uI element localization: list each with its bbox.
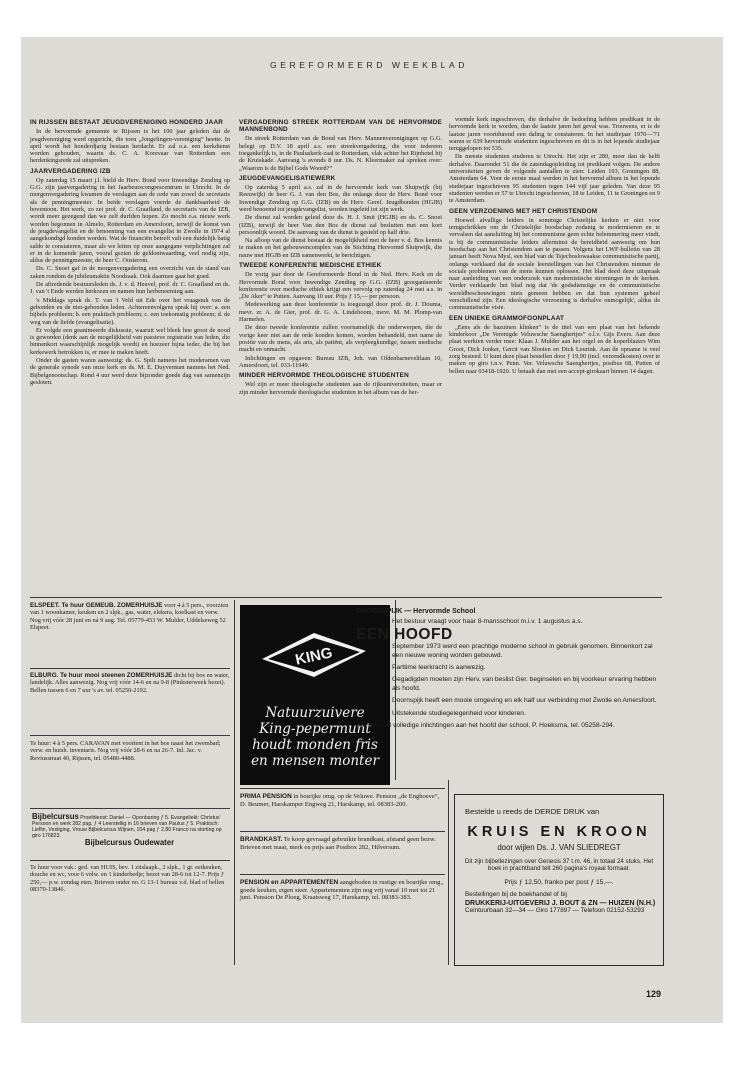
king-slogan-line: en mensen monter	[251, 753, 379, 769]
classified-heading: ELSPEET. Te huur GEMEUB. ZOMERHUISJE	[30, 602, 163, 609]
ad-divider	[30, 860, 230, 861]
classified-ad	[240, 879, 445, 902]
classified-text: dicht bij bos en water, landelijk. Alles aanwezig. Nog vrij vóór 14-6 en na 9-8 (Pinksterweek bezet). Bellen tussen 6 en 7 uur 's av. tel. 05250-2192.	[30, 672, 230, 694]
bijbelcursus-text: Proefdienst: Daniel — Openbaring ƒ 5. Evangeliekt: Christus' Persoon en werk 282 pag. ƒ 4 Leerstellig in 16 brieven van Paulus ƒ 5. Praktisch: Lieflin, Vestiging, Vrouw Bijbelcursus Wijnen, 104 pag ƒ 2,80 Franco na storting op giro 176823.	[32, 815, 222, 839]
classified-text: aangeboden in rustige en bosrijke omg., goede keuken, eigen steer. Appartementen zijn nog vrij vanaf 10 mei tot 21 juni. Pension De Ploeg, Kraatsweg 17, Harskamp, tel. 08383-383.	[240, 879, 444, 902]
kruis-author: door wijlen Ds. J. VAN SLIEDREGT	[497, 843, 621, 852]
bijbelcursus-ad	[32, 812, 227, 846]
article	[30, 119, 230, 165]
article-text: De meeste studenten studeren te Utrecht. Het zijn er 280, meer dan de helft derhalve. Daaronder 51 die de zatendagopleiding tot predikant volgen. De andere universiteiten geven de volgende aantallen te zien: Leiden 103, Groningen 88, Amsterdam 64. Voor de eerste maal werden in het hervormd album in het lopende studiejaar ingeschreven 95 studenten tegen 144 vijf jaar geleden. Van deze 95 studenten werden er 57 te Utrecht ingeschreven, 18 te Leiden, 11 te Groningen en 9 te Amsterdam.	[449, 153, 660, 205]
doornspijk-title: EEN HOOFD	[356, 625, 453, 643]
article-column-1	[30, 116, 230, 387]
king-slogan-line: houdt monden fris	[252, 737, 378, 753]
kruis-en-kroon-ad	[454, 794, 664, 966]
page-number: 129	[646, 989, 662, 999]
classified-ad	[240, 836, 445, 851]
classified-text: Te huur voor vak.: ged. van HUIS, bev. 1 zitslaapk., 2 slpk., 1 gr. eetkeuken, douche en wc, voor 6 volw. en 1 kinderbedje; bezet van 28-6 tot 12-7. Prijs ƒ 250,— p.w. zondag eten. Brieven onder no. G 13-1 bureau v.d. blad of bellen 08370-13846.	[30, 864, 225, 893]
kruis-order: Bestellingen bij de boekhandel of bij	[465, 890, 567, 898]
bijbelcursus-title: Bijbelcursus	[32, 812, 79, 821]
article-text: In de hervormde gemeente te Rijssen is het 100 jaar geleden dat de jeugdvereniging werd opgericht, die toen „Jongelingen-vereniging” heette. In april wordt het honderdjarig bestaan herdacht. Er zal o.a. een kerkdienst worden gehouden, waarin ds. C. A. Korevaar van Rotterdam een herdenkingsrede zal uitspreken.	[30, 128, 230, 165]
doornspijk-text: Doornspijk heeft een mooie omgeving en elk half uur verbinding met Zwolle en Amersfoort.	[392, 697, 657, 705]
classified-heading: PRIMA PENSION	[240, 793, 292, 800]
classified-text: voor 4 à 5 pers., voorzien van 1 woonkamer, keuken en 2 slpk., gas, water, elekera, koelkast en verw. Nog vrij vóór 28 juni en ná 9 aug. Tel. 05779-453 W. Mulder, Uddelseweg 52 Elspeet.	[30, 602, 229, 631]
article-heading: IN RIJSSEN BESTAAT JEUGDVERENIGING HONDERD JAAR	[30, 119, 224, 126]
article	[449, 315, 660, 375]
article-heading: VERGADERING STREEK ROTTERDAM VAN DE HERVORMDE MANNENBOND	[239, 119, 442, 134]
doornspijk-text: Gegadigden moeten zijn Herv. van beslist Ger. beginselen en bij voorkeur ervaring hebben als hoofd.	[392, 676, 657, 692]
doornspijk-heading: DOORNSPIJK — Hervormde School	[356, 608, 476, 615]
doornspijk-school-ad	[356, 608, 661, 734]
article-text: „Eens als de bazuinen klinken” is de titel van een plaat van het bekende kinderkoor „De Verenigde Veluwsche Saenghertjes” o.l.v. Gijs Evers. Aan deze plaat werkten verder mee: Klaas J. Mulder aan het orgel en de koperblazers Wim Groot, Dick Jonker, Gerrit van Slooten en Dick Leurink. Aan de opname is veel zorg besteed. U kunt deze plaat bestellen door ƒ 19,90 (incl. verzendkosten) over te maken op giro t.n.v. Penn. Ver. Veluwsche Saenghertjes, postbus 68, Putten of bellen naar 03418-1920. U betaalt dan met een accept-girokaart binnen 14 dagen.	[449, 323, 660, 375]
ad-divider	[240, 831, 445, 832]
article-text: De streek Rotterdam van de Bond van Herv. Mannenverenigingen op G.G. belegt op D.V. 18 april a.s. een streekvergadering, die voor iedereen toegankelijk is, in de Pauluskerk-zaal te Rotterdam, vlak achter het Rijnhotel bij de Kruiskade. Aanvang 's avonds 8 uur. Ds. N. Kleermaker zal spreken over: „Waarom is de Bijbel Gods Woord?”	[239, 135, 442, 172]
article-text: Hoewel afvallige leiders in sommige Christelijke kerken er niet voor terugschrikken om de Christelijke boodschap zodanig te moderniseren en te vervalsen dat aansluiting bij het communisme geen echte belemmering meer vindt, is bij de communistische leiders allerminst de bereidheid aanwezig om hun boodschap aan het Christendom aan te passen. Volgens het LWF-bulletin van 28 januari heeft Nova Mysl, een blad van de Tsjechoslowaakse communistische partij, onlangs verklaard dat de sociale leerstellingen van het Christendom nimmer de sociale problemen van de mens kunnen oplossen. Het blad deed deze uitspraak naar aanleiding van een onderzoek van modernistische stromingen in de kerken. Verder verklaarde het blad nog dat 'de godsdienstige en de communistische wereldbeschouwingen niets gemeen hebben en dat hun systemen geheel verschillend zijn. Een ideologische verzoening is derhalve onmogelijk', aldus de communistische visie.	[449, 216, 660, 312]
article	[30, 168, 230, 265]
king-brand: KING	[293, 644, 335, 669]
kruis-publisher: DRUKKERIJ-UITGEVERIJ J. BOUT & ZN — HUIZEN (N.H.)	[465, 899, 656, 907]
classified-ad	[30, 672, 230, 694]
article-column-2	[239, 116, 442, 397]
king-slogan-line: Natuurzuivere	[265, 705, 365, 721]
ad-divider	[30, 808, 230, 809]
kruis-title: KRUIS EN KROON	[467, 824, 651, 840]
article-heading: MINDER HERVORMDE THEOLOGISCHE STUDENTEN	[239, 372, 409, 380]
article	[239, 175, 442, 213]
ad-divider	[240, 788, 445, 789]
column-divider	[448, 780, 449, 965]
article-text: De deze tweede konferentie zullen voornamelijk die onderwerpen, die de vorige keer niet aan de orde konden komen, worden behandeld, met name de positie van de mens, als arts, als patiënt, als verpleegkundige, tussen medische macht en onmacht.	[239, 324, 442, 354]
kruis-description: Dit zijn bijbellezingen over Genesis 37 t.m. 46, in totaal 24 stuks. Het boek in prachtband telt 260 pagina's royaal formaat.	[464, 858, 654, 873]
classified-ad	[30, 740, 230, 762]
kruis-contact: Ceintuurbaan 32—34 — Giro 177897 — Telefoon 02152-53293	[465, 906, 645, 914]
article-text: Op zaterdag 5 april a.s. zal in de hervormde kerk van Sluipwijk (bij Reeuwijk) de heer G. J. van den Bos, die onlangs door de Herv. Bond voor Inwendige Zending op G.G. (IZB) en de Herv. Geref. Jeugdbonden (HGJB) werd benoemd tot jeugdevangelist, worden ingeleid tot zijn werk.	[239, 184, 442, 213]
doornspijk-text: September 1973 werd een prachtige moderne school in gebruik genomen. Binnenkort zal een nieuwe woning worden gebouwd.	[392, 643, 653, 659]
classified-text: Te koop gevraagd gebruikte brandkast, afstand geen bezw. Brieven met maat, merk en prijs aan Postbox 282, Hilversum.	[240, 836, 436, 851]
king-slogan-line: King-pepermunt	[259, 721, 371, 737]
article-text: De vorig jaar door de Gereformeerde Bond in de Ned. Herv. Kerk en de Hervormde Bond voor Inwendige Zending op G.G. (IZB) georganiseerde konferentie over medische ethiek krijgt een vervolg op zaterdag 24 mei a.s. in „De Aker” te Putten. Aanvang 10 uur. Prijs ƒ 15,— per persoon.	[239, 271, 442, 301]
doornspijk-text: Parttime leerkracht is aanwezig.	[392, 664, 486, 672]
article-heading: JEUGDEVANGELISATIEWERK	[239, 174, 336, 182]
classified-ad	[240, 793, 445, 808]
article-text: De dienst zal worden geleid door ds. H. J. Smit (HGJB) en ds. C. Snoei (IZB), terwijl de heer Van den Bos de dienst zal besluiten met een kort persoonlijk woord. De aanvang van de dienst is gesteld op half drie.	[239, 214, 442, 236]
article-heading: EEN UNIEKE GRAMMOFOONPLAAT	[449, 314, 565, 322]
article-text: De aftredende bestuursleden ds. J. v. d. Heuvel, prof. dr. C. Graafland en ds. J. van 't Ende werden herkozen en namen hun herbenoeming aan.	[30, 281, 230, 296]
article-heading: GEEN VERZOENING MET HET CHRISTENDOM	[449, 207, 598, 215]
column-divider	[234, 600, 235, 965]
article-text: Inlichtingen en opgaven: Bureau IZB, Joh. van Oldenbarneveltlaan 10, Amersfoort, tel. 033-11949.	[239, 354, 442, 369]
classified-heading: ELBURG. Te huur mooi steenen ZOMERHUISJE	[30, 672, 173, 679]
article-text: vormde kerk ingeschreven, die derhalve de bedoeling hebben predikant in de hervormde kerk te worden, dan de laatste jaren het geval was. Trouwens, er is de laatste jaren voortdurend een daling te constateren. In het studiejaar 1970—'71 waren er 639 hervormde studenten ingeschreven en dit is in het lopende studiejaar teruggelopen tot 535.	[449, 116, 660, 153]
bijbelcursus-footer: Bijbelcursus Oudewater	[84, 838, 175, 847]
article-text: Onder de gasten waren aanwezig: ds. G. Spilt namens het moderamen van de generale synode van onze kerk en ds. M. E. Duyverman namens het Ned. Bijbelgenootschap. Rond 4 uur werd deze bijzonder goede dag van samenzijn gesloten.	[30, 357, 230, 386]
kruis-price: Prijs ƒ 12,50, franko per post ƒ 15,—.	[504, 878, 614, 886]
article-text: Wel zijn er meer theologische studenten aan de rijksuniversiteiten, maar er zijn minder hervormde theologische studenten in het album van de her-	[239, 381, 442, 396]
article-text: Ds. C. Snoei gaf in de morgenvergadering een overzicht van de stand van zaken rondom de jubileumaktie Noodzaak. Ook daarmee gaat het goed.	[30, 265, 230, 280]
ad-divider	[240, 874, 445, 875]
article	[239, 262, 442, 300]
doornspijk-intro: Het bestuur vraagt voor haar 8-mansschool m.i.v. 1 augustus a.s.	[392, 618, 583, 626]
classified-ad	[30, 864, 230, 893]
article-heading: JAARVERGADERING IZB	[30, 167, 111, 175]
doornspijk-text: Brieven met volledige inlichtingen aan het hoofd der school, P. Hoeksma, tel. 05258-294.	[356, 722, 615, 730]
section-divider	[30, 597, 662, 598]
article-text: Na afloop van de dienst bestaat de mogelijkheid met de heer v. d. Bos kennis te maken en het gebouwencomplex van de Stichting Hervormd Sluipwijk, die nauw met HGJB en IZB samenwerkt, te berichtigen.	[239, 237, 442, 259]
article	[239, 119, 442, 172]
article-text: Er volgde een geanimeerde diskussie, waaruit wel bleek hoe groot de nood is geworden (denk aan de mogelijkheid van passieve registratie van leden, die binnenkort waarschijnlijk mogelijk wordt) en hoezeer bijna ieder, die bij het kerkewerk betrokken is, er mee te maken heeft.	[30, 326, 230, 356]
article-text: 's Middags sprak ds. T. van 't Veld uit Ede over het vraagstuk van de gebonden en de niet-gebonden leden. Achtereenvolgens sprak hij over: a. een bijbels probleem; b. een praktisch probleem; c. een toekomstig probleem; d. de weg van de liefde (evangelisatie).	[30, 296, 230, 326]
article-heading: TWEEDE KONFERENTIE MEDISCHE ETHIEK	[239, 262, 382, 270]
article-text: Op zaterdag 15 maart j.l. hield de Herv. Bond voor Inwendige Zending op G.G. zijn jaarvergadering in het Jaarbeurscongrescentrum te Utrecht. In de morgenvergadering kwamen de verslagen aan de orde van zowel de secretaris als de penningmeester. In beide verslagen voerde de dankbaarheid de boventoon. Het werk, zo zei prof. dr. C. Graafland, de secretaris van de IZB, wordt meer gezegend dan we zelf durfden hopen. Zo mocht o.a. nieuw werk worden begonnen in Almelo, Rotterdam en Amersfoort, terwijl de komst van de jeugdevangelist en de benoeming van een evangelist in Zwolle in 1974 al aangekondigd konden worden. Wat de financiën betreft valt een duidelijk batig saldo te constateren, maar als we letten op onze aangegane verplichtingen zal er in de komende jaren, vooral gezien de geldontwaarding, veel nodig zijn, aldus de penningmeester, de heer C. Oosterom.	[30, 176, 230, 265]
kruis-intro: Bestelde u reeds de DERDE DRUK van	[465, 807, 600, 816]
article	[239, 372, 442, 396]
classified-text: Te huur: 4 à 5 pers. CARAVAN met voortent in het bos naast het zwembad; verw. en huish. inventaris. Nog vrij vóór 28-6 en na 26-7. Inl. Jac. v. Reviusstraat 40, Rijssen, tel. 05480-4488.	[30, 740, 221, 762]
classified-ad	[30, 602, 230, 631]
running-header: GEREFORMEERD WEEKBLAD	[270, 60, 468, 70]
ad-divider	[30, 735, 230, 736]
article	[449, 208, 660, 312]
classified-heading: BRANDKAST.	[240, 836, 283, 843]
classified-text: in bosrijke omg. op de Veluwe. Pension „de Enghoeve”, D. Beumer, Harskamper Engweg 21, Harskamp, tel. 08383-200.	[240, 793, 440, 808]
doornspijk-text: Uitstekende studiegelegenheid voor kinderen.	[392, 709, 526, 717]
article-text: Medewerking aan deze konferentie is toegezegd door prof. dr. J. Douma, mevr. zr. A. de Gier, prof. dr. G. A. Lindeboom, mevr. M. M. Plomp-van Harmelen.	[239, 301, 442, 324]
article-column-3	[449, 116, 660, 376]
classified-heading: PENSION en APPARTEMENTEN	[240, 879, 339, 886]
ad-divider	[30, 668, 230, 669]
